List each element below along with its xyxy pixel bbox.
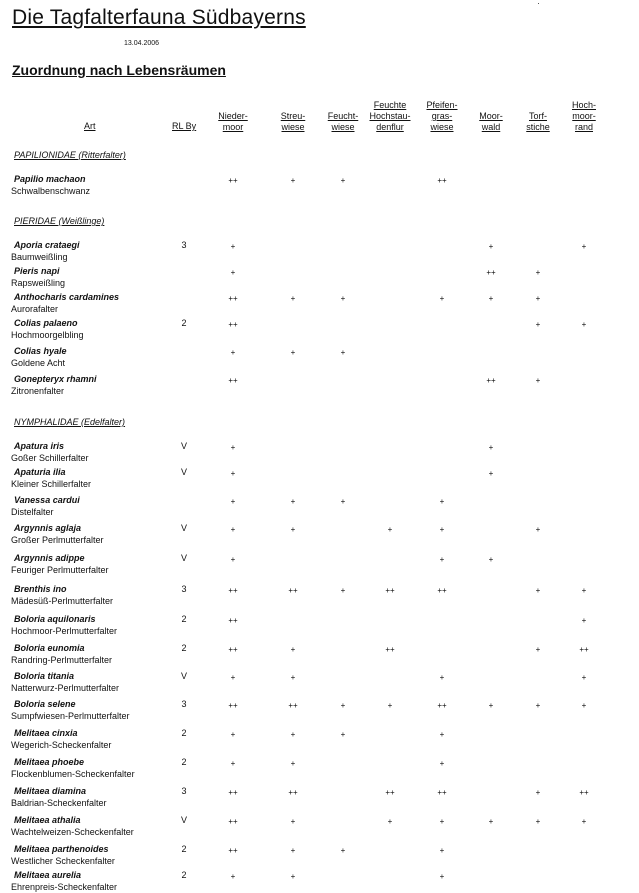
- column-header-habitat: Feucht- wiese: [327, 111, 359, 132]
- habitat-mark: +: [581, 673, 587, 682]
- habitat-mark: ++: [385, 586, 395, 595]
- species-scientific-name: Melitaea diamina: [14, 786, 87, 796]
- habitat-mark: +: [439, 555, 445, 564]
- species-scientific-name: Anthocharis cardamines: [14, 292, 120, 302]
- habitat-mark: +: [535, 817, 541, 826]
- red-list-status: V: [180, 441, 188, 451]
- species-scientific-name: Boloria titania: [14, 671, 75, 681]
- habitat-mark: +: [290, 730, 296, 739]
- red-list-status: V: [180, 467, 188, 477]
- habitat-mark: ++: [228, 320, 238, 329]
- species-scientific-name: Apatura iris: [14, 441, 65, 451]
- column-header-habitat: Torf- stiche: [526, 111, 550, 132]
- habitat-mark: ++: [437, 176, 447, 185]
- scan-speck: [538, 3, 539, 4]
- habitat-mark: +: [290, 348, 296, 357]
- habitat-mark: +: [290, 817, 296, 826]
- habitat-mark: +: [581, 586, 587, 595]
- habitat-mark: ++: [228, 817, 238, 826]
- species-common-name: Baldrian-Scheckenfalter: [11, 798, 107, 808]
- red-list-status: 2: [181, 318, 187, 328]
- habitat-mark: +: [488, 294, 494, 303]
- species-common-name: Feuriger Perlmutterfalter: [11, 565, 109, 575]
- habitat-mark: +: [439, 759, 445, 768]
- species-scientific-name: Argynnis aglaja: [14, 523, 82, 533]
- species-common-name: Hochmoorgelbling: [11, 330, 84, 340]
- species-scientific-name: Melitaea phoebe: [14, 757, 85, 767]
- species-scientific-name: Colias hyale: [14, 346, 67, 356]
- habitat-mark: +: [230, 469, 236, 478]
- red-list-status: V: [180, 523, 188, 533]
- habitat-mark: +: [230, 673, 236, 682]
- red-list-status: 2: [181, 643, 187, 653]
- species-scientific-name: Brenthis ino: [14, 584, 67, 594]
- habitat-mark: +: [290, 759, 296, 768]
- habitat-mark: ++: [228, 294, 238, 303]
- column-header-habitat: Nieder- moor: [218, 111, 248, 132]
- species-scientific-name: Argynnis adippe: [14, 553, 85, 563]
- species-common-name: Mädesüß-Perlmutterfalter: [11, 596, 114, 606]
- habitat-mark: ++: [288, 788, 298, 797]
- habitat-mark: +: [230, 348, 236, 357]
- species-common-name: Wachtelweizen-Scheckenfalter: [11, 827, 134, 837]
- column-header-habitat: Hoch- moor- rand: [571, 100, 597, 132]
- habitat-mark: +: [581, 616, 587, 625]
- habitat-mark: +: [439, 872, 445, 881]
- column-header-art: Art: [84, 121, 96, 131]
- column-header-habitat: Streu- wiese: [280, 111, 306, 132]
- species-scientific-name: Melitaea aurelia: [14, 870, 82, 880]
- habitat-mark: +: [290, 645, 296, 654]
- habitat-mark: +: [535, 320, 541, 329]
- habitat-mark: +: [439, 846, 445, 855]
- column-header-habitat: Feuchte Hochstau- denflur: [369, 100, 411, 132]
- habitat-mark: +: [230, 268, 236, 277]
- habitat-mark: +: [535, 525, 541, 534]
- species-common-name: Großer Perlmutterfalter: [11, 535, 104, 545]
- habitat-mark: ++: [385, 645, 395, 654]
- species-common-name: Goldene Acht: [11, 358, 66, 368]
- habitat-mark: ++: [437, 586, 447, 595]
- habitat-mark: ++: [437, 701, 447, 710]
- red-list-status: 2: [181, 728, 187, 738]
- habitat-mark: +: [290, 846, 296, 855]
- species-scientific-name: Colias palaeno: [14, 318, 78, 328]
- habitat-mark: ++: [579, 645, 589, 654]
- habitat-mark: ++: [486, 268, 496, 277]
- habitat-mark: +: [290, 176, 296, 185]
- habitat-mark: +: [340, 586, 346, 595]
- species-scientific-name: Papilio machaon: [14, 174, 86, 184]
- habitat-mark: ++: [228, 701, 238, 710]
- habitat-mark: +: [340, 846, 346, 855]
- family-heading: PAPILIONIDAE (Ritterfalter): [14, 150, 126, 160]
- column-header-habitat: Moor- wald: [479, 111, 503, 132]
- column-header-habitat: Pfeifen- gras- wiese: [426, 100, 458, 132]
- habitat-mark: ++: [579, 788, 589, 797]
- species-scientific-name: Aporia crataegi: [14, 240, 80, 250]
- red-list-status: V: [180, 553, 188, 563]
- red-list-status: 2: [181, 870, 187, 880]
- habitat-mark: +: [535, 645, 541, 654]
- document-date: 13.04.2006: [124, 40, 160, 47]
- red-list-status: V: [180, 671, 188, 681]
- habitat-mark: +: [230, 242, 236, 251]
- species-common-name: Flockenblumen-Scheckenfalter: [11, 769, 135, 779]
- species-scientific-name: Boloria eunomia: [14, 643, 85, 653]
- habitat-mark: +: [340, 294, 346, 303]
- species-scientific-name: Gonepteryx rhamni: [14, 374, 97, 384]
- red-list-status: 2: [181, 844, 187, 854]
- habitat-mark: +: [387, 525, 393, 534]
- family-heading: PIERIDAE (Weißlinge): [14, 216, 105, 226]
- habitat-mark: +: [488, 242, 494, 251]
- habitat-mark: +: [535, 701, 541, 710]
- habitat-mark: +: [290, 673, 296, 682]
- species-common-name: Rapsweißling: [11, 278, 66, 288]
- habitat-mark: +: [340, 701, 346, 710]
- species-common-name: Distelfalter: [11, 507, 54, 517]
- habitat-mark: +: [581, 817, 587, 826]
- habitat-mark: ++: [228, 645, 238, 654]
- habitat-mark: +: [439, 817, 445, 826]
- habitat-mark: +: [340, 497, 346, 506]
- habitat-mark: ++: [228, 376, 238, 385]
- habitat-mark: +: [230, 759, 236, 768]
- habitat-mark: ++: [437, 788, 447, 797]
- habitat-mark: +: [488, 443, 494, 452]
- habitat-mark: +: [230, 443, 236, 452]
- species-common-name: Kleiner Schillerfalter: [11, 479, 92, 489]
- species-common-name: Goßer Schillerfalter: [11, 453, 89, 463]
- species-common-name: Wegerich-Scheckenfalter: [11, 740, 112, 750]
- species-scientific-name: Melitaea cinxia: [14, 728, 78, 738]
- habitat-mark: +: [535, 376, 541, 385]
- habitat-mark: +: [488, 469, 494, 478]
- habitat-mark: +: [290, 872, 296, 881]
- habitat-mark: +: [290, 497, 296, 506]
- species-common-name: Natterwurz-Perlmutterfalter: [11, 683, 120, 693]
- habitat-mark: +: [230, 525, 236, 534]
- habitat-mark: +: [290, 294, 296, 303]
- habitat-mark: +: [488, 555, 494, 564]
- species-common-name: Ehrenpreis-Scheckenfalter: [11, 882, 118, 892]
- habitat-mark: +: [535, 586, 541, 595]
- habitat-mark: +: [581, 701, 587, 710]
- habitat-mark: ++: [228, 788, 238, 797]
- species-scientific-name: Boloria selene: [14, 699, 76, 709]
- species-scientific-name: Apaturia ilia: [14, 467, 66, 477]
- habitat-mark: +: [340, 730, 346, 739]
- red-list-status: 3: [181, 584, 187, 594]
- species-scientific-name: Melitaea athalia: [14, 815, 81, 825]
- habitat-mark: ++: [228, 176, 238, 185]
- species-common-name: Hochmoor-Perlmutterfalter: [11, 626, 118, 636]
- habitat-mark: ++: [385, 788, 395, 797]
- habitat-mark: ++: [288, 586, 298, 595]
- habitat-mark: +: [340, 348, 346, 357]
- species-common-name: Sumpfwiesen-Perlmutterfalter: [11, 711, 130, 721]
- species-common-name: Schwalbenschwanz: [11, 186, 91, 196]
- species-scientific-name: Boloria aquilonaris: [14, 614, 96, 624]
- habitat-mark: +: [230, 730, 236, 739]
- column-header-rl: RL By: [172, 121, 197, 131]
- species-common-name: Zitronenfalter: [11, 386, 65, 396]
- habitat-mark: +: [439, 525, 445, 534]
- habitat-mark: +: [387, 701, 393, 710]
- species-common-name: Aurorafalter: [11, 304, 59, 314]
- habitat-mark: +: [387, 817, 393, 826]
- red-list-status: 3: [181, 240, 187, 250]
- habitat-mark: +: [230, 872, 236, 881]
- habitat-mark: +: [340, 176, 346, 185]
- red-list-status: 3: [181, 699, 187, 709]
- habitat-mark: ++: [486, 376, 496, 385]
- habitat-mark: +: [535, 294, 541, 303]
- habitat-mark: +: [439, 497, 445, 506]
- species-common-name: Westlicher Scheckenfalter: [11, 856, 115, 866]
- red-list-status: V: [180, 815, 188, 825]
- red-list-status: 2: [181, 614, 187, 624]
- habitat-mark: +: [535, 788, 541, 797]
- family-heading: NYMPHALIDAE (Edelfalter): [14, 417, 126, 427]
- habitat-mark: +: [439, 294, 445, 303]
- habitat-mark: +: [290, 525, 296, 534]
- species-scientific-name: Melitaea parthenoides: [14, 844, 109, 854]
- habitat-mark: ++: [228, 586, 238, 595]
- habitat-mark: +: [581, 320, 587, 329]
- document-title: Die Tagfalterfauna Südbayerns: [12, 6, 306, 29]
- habitat-mark: ++: [228, 846, 238, 855]
- species-scientific-name: Vanessa cardui: [14, 495, 80, 505]
- red-list-status: 3: [181, 786, 187, 796]
- habitat-mark: +: [488, 817, 494, 826]
- habitat-mark: ++: [228, 616, 238, 625]
- habitat-mark: +: [535, 268, 541, 277]
- species-common-name: Randring-Perlmutterfalter: [11, 655, 113, 665]
- habitat-mark: +: [230, 555, 236, 564]
- red-list-status: 2: [181, 757, 187, 767]
- habitat-mark: +: [439, 673, 445, 682]
- habitat-mark: +: [488, 701, 494, 710]
- habitat-mark: ++: [288, 701, 298, 710]
- habitat-mark: +: [230, 497, 236, 506]
- species-common-name: Baumweißling: [11, 252, 68, 262]
- habitat-mark: +: [581, 242, 587, 251]
- species-scientific-name: Pieris napi: [14, 266, 60, 276]
- habitat-mark: +: [439, 730, 445, 739]
- document-subtitle: Zuordnung nach Lebensräumen: [12, 62, 226, 78]
